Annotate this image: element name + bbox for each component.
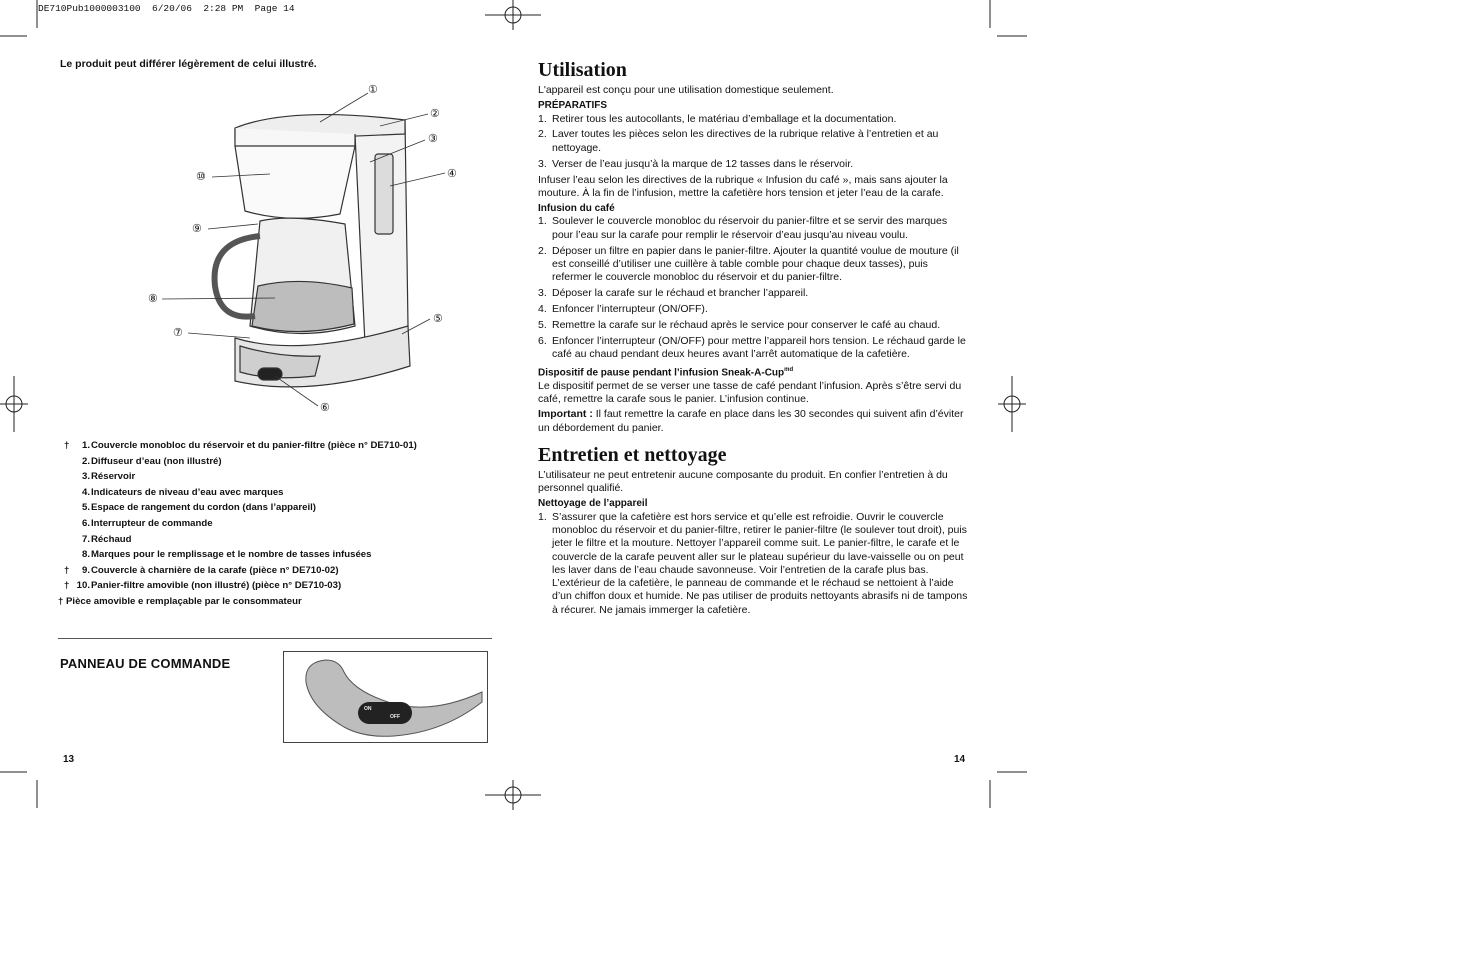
list-item: 1. Retirer tous les autocollants, le matériau d’emballage et la documentation.: [538, 112, 897, 125]
list-item: 7. Réchaud: [81, 533, 132, 545]
page-number-left: 13: [63, 754, 75, 765]
callout-4: ④: [447, 168, 457, 180]
list-item: 2. Laver toutes les pièces selon les directives de la rubrique relative à l’entretien et au nettoyage.: [538, 128, 939, 154]
callout-7: ⑦: [173, 327, 183, 339]
registration-mark-top: [485, 0, 541, 30]
brew-heading: Infusion du café: [538, 203, 615, 215]
prep-steps: [538, 113, 970, 171]
section-title-entretien: Entretien et nettoyage: [538, 443, 727, 466]
callout-5: ⑤: [433, 313, 443, 325]
coffeemaker-diagram: [140, 76, 480, 421]
control-panel-illustration: [283, 651, 488, 743]
parts-list: [58, 438, 498, 610]
callout-8: ⑧: [148, 293, 158, 305]
callout-2: ②: [430, 108, 440, 120]
parts-footnote: † Pièce amovible e remplaçable par le consommateur: [58, 595, 302, 607]
clean-steps: [538, 511, 970, 617]
prep-note: Infuser l’eau selon les directives de la rubrique « Infusion du café », mais sans ajouter la mouture. À la fin de l’infusion, mettre la cafetière hors tension et jeter l’eau de la carafe.: [538, 173, 948, 199]
registration-mark-bottom: [485, 780, 541, 810]
list-item: 4. Enfoncer l’interrupteur (ON/OFF).: [538, 303, 708, 316]
list-item: 5. Remettre la carafe sur le réchaud après le service pour conserver le café au chaud.: [538, 318, 941, 331]
list-item: 2. Diffuseur d’eau (non illustré): [81, 455, 222, 467]
clean-heading: Nettoyage de l’appareil: [538, 498, 648, 510]
prep-heading: PRÉPARATIFS: [538, 100, 608, 112]
list-item: † 9. Couvercle à charnière de la carafe (pièce n° DE710-02): [64, 564, 339, 576]
list-item: 2. Déposer un filtre en papier dans le panier-filtre. Ajouter la quantité voulue de mouture (il est conseillé d’utiliser une cuillère à table comble pour chaque deux tasses), puis refermer le couvercle monobloc du réservoir et du panier-filtre.: [538, 244, 959, 284]
list-item: 6. Interrupteur de commande: [81, 517, 213, 529]
callout-1: ①: [368, 84, 378, 96]
callout-9: ⑨: [192, 223, 202, 235]
list-item: 3. Déposer la carafe sur le réchaud et brancher l’appareil.: [538, 287, 809, 300]
pause-heading: Dispositif de pause pendant l’infusion Sneak-A-Cup$^{md}$: [538, 366, 794, 379]
list-item: 3. Réservoir: [81, 471, 136, 483]
care-intro: L’utilisateur ne peut entretenir aucune composante du produit. En confier l’entretien à du personnel qualifié.: [538, 468, 948, 495]
list-item: 4. Indicateurs de niveau d’eau avec marques: [81, 486, 284, 498]
callout-10: ⑩: [196, 171, 206, 183]
registration-mark-left: [0, 376, 28, 432]
control-panel-drawing: [284, 652, 487, 742]
callout-3: ③: [428, 133, 438, 145]
section-divider: [58, 638, 492, 639]
intro-text: L'appareil est conçu pour une utilisation domestique seulement.: [538, 84, 834, 96]
print-header: DE710Pub1000003100 6/20/06 2:28 PM Page 14: [38, 3, 295, 14]
off-label: OFF: [390, 714, 400, 720]
section-title-utilisation: Utilisation: [538, 59, 627, 81]
list-item: 3. Verser de l’eau jusqu’à la marque de 12 tasses dans le réservoir.: [538, 157, 854, 170]
on-label: ON: [364, 706, 372, 712]
list-item: 6. Enfoncer l’interrupteur (ON/OFF) pour mettre l’appareil hors tension. Le réchaud garde le café au chaud pendant deux heures avant l’arrêt automatique de la cafetière.: [538, 334, 966, 361]
callout-6: ⑥: [320, 402, 330, 414]
important-note: Important : Il faut remettre la carafe en place dans les 30 secondes qui suivent afin d’éviter un débordement du panier.: [538, 408, 964, 434]
brew-steps: [538, 215, 970, 361]
list-item: † 10. Panier-filtre amovible (non illustré) (pièce n° DE710-03): [64, 580, 342, 592]
pause-text: Le dispositif permet de se verser une tasse de café pendant l’infusion. Après s’être servi du café, remettre la carafe sous le panier. L’infusion continue.: [538, 379, 962, 405]
list-item: 1. Soulever le couvercle monobloc du réservoir du panier-filtre et se servir des marques pour l’eau sur la carafe pour remplir le réservoir d’eau jusqu’au niveau voulu.: [538, 215, 948, 241]
list-item: 1. S’assurer que la cafetière est hors service et qu’elle est refroidie. Ouvrir le couvercle monobloc du réservoir et du panier-filtre, retirer le panier-filtre (le soulever tout droit), puis jeter le filtre et la mouture. Nettoyer l’appareil comme suit. Le panier-filtre, le carafe et le couvercle de la carafe peuvent aller sur le plateau supérieur du lave-vaisselle ou on peut les laver dans de l’eau chaude savonneuse. Voir l’entretien de la carafe plus bas. L’extérieur de la cafetière, le panneau de commande et le réchaud se nettoient à l’aide d’un chiffon doux et humide. Ne pas utiliser de produits nettoyants abrasifs ni de tampons à récurer. Ne jamais immerger la cafetière.: [538, 510, 968, 616]
list-item: 8. Marques pour le remplissage et le nombre de tasses infusées: [81, 549, 372, 561]
control-panel-heading: PANNEAU DE COMMANDE: [60, 656, 231, 671]
registration-mark-right: [998, 376, 1026, 432]
instructions-column: [538, 58, 970, 620]
list-item: 5. Espace de rangement du cordon (dans l’appareil): [81, 502, 316, 514]
illustration-note: Le produit peut différer légèrement de celui illustré.: [60, 58, 317, 70]
page-number-right: 14: [954, 754, 966, 765]
list-item: † 1. Couvercle monobloc du réservoir et du panier-filtre (pièce n° DE710-01): [64, 440, 417, 451]
